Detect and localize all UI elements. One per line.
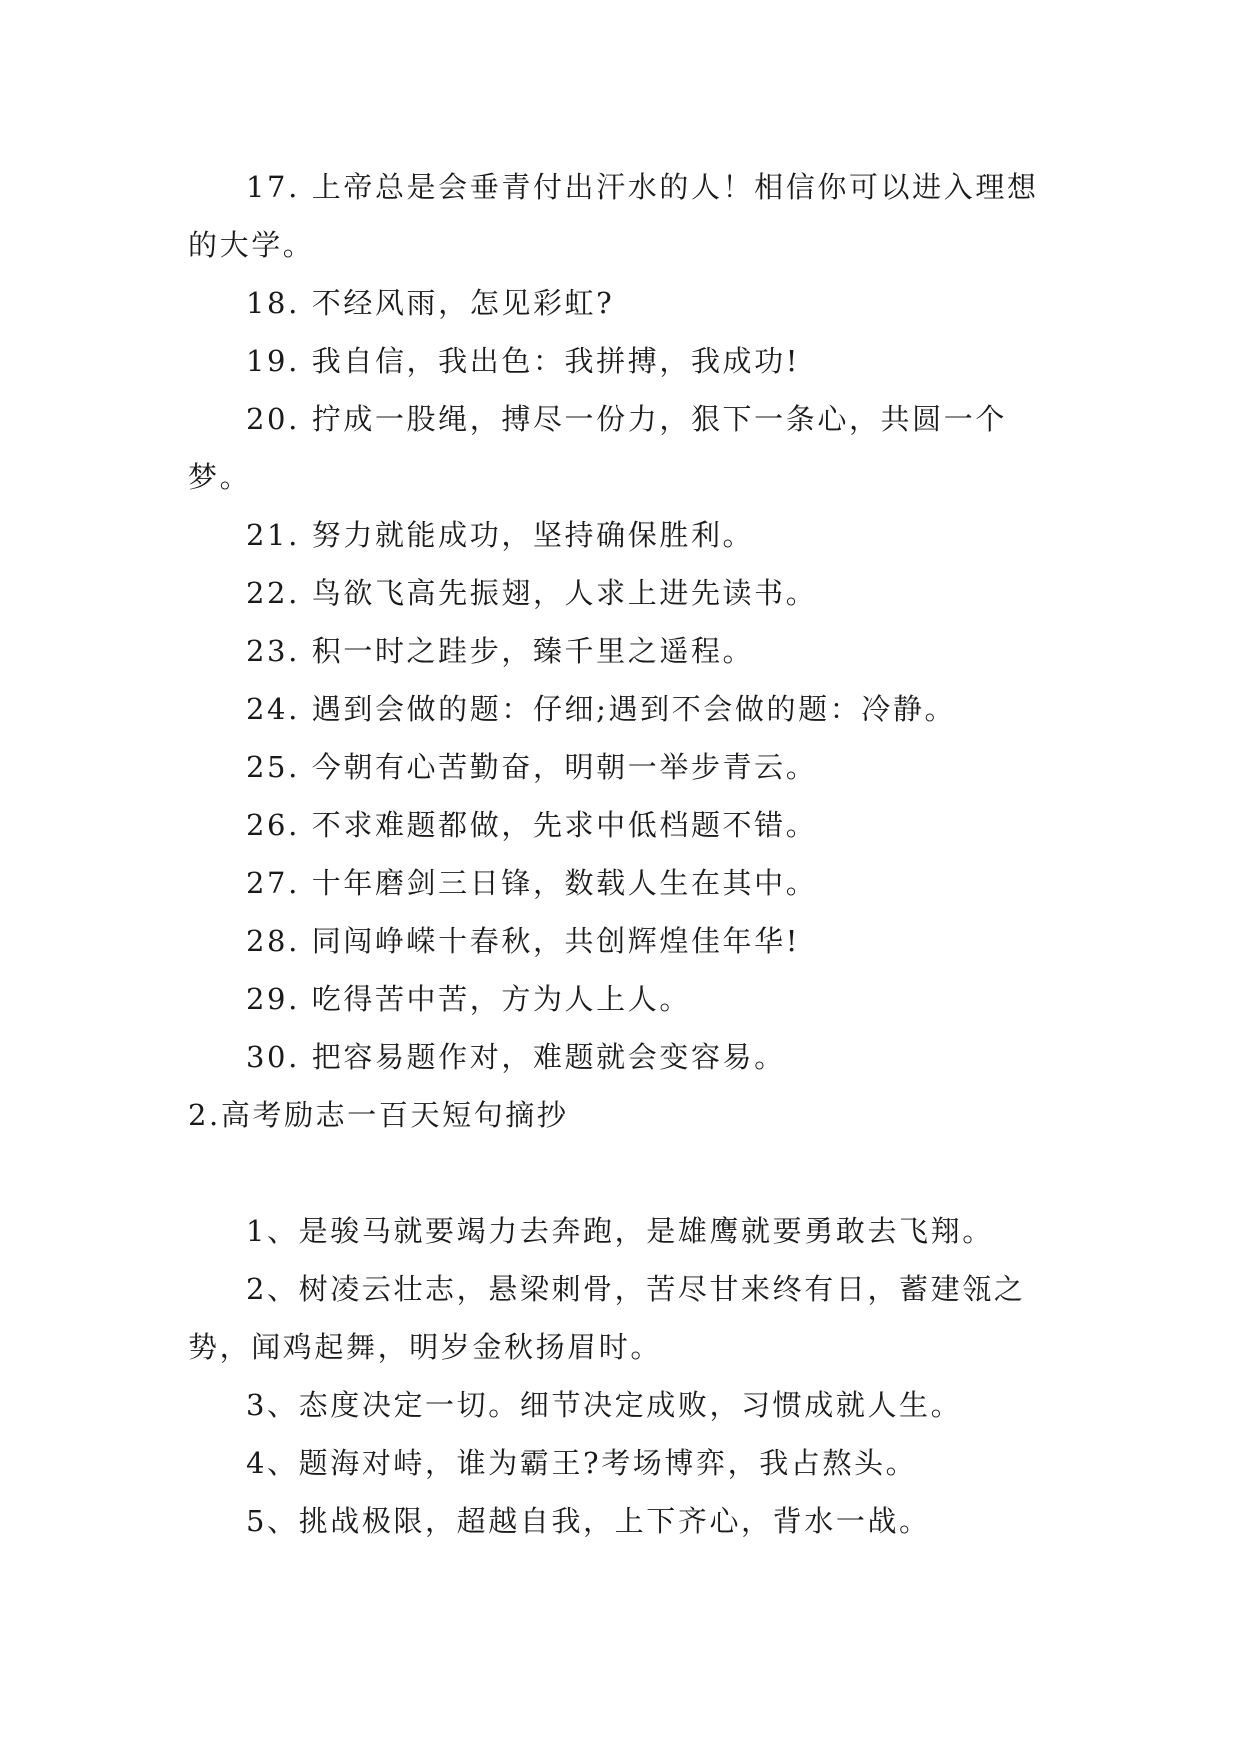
- quote-item-5: 5、挑战极限，超越自我，上下齐心，背水一战。: [246, 1504, 931, 1538]
- list-item-19: 19. 我自信，我出色：我拼搏，我成功!: [246, 344, 800, 378]
- list-item-18: 18. 不经风雨，怎见彩虹?: [246, 286, 615, 320]
- list-item-27: 27. 十年磨剑三日锋，数载人生在其中。: [246, 866, 818, 900]
- quote-item-2: 2、树凌云壮志，悬梁刺骨，苦尽甘来终有日，蓄建瓴之势，闻鸡起舞，明岁金秋扬眉时。: [188, 1272, 1026, 1364]
- document-body: [188, 158, 1054, 1550]
- quote-item-3: 3、态度决定一切。细节决定成败，习惯成就人生。: [246, 1388, 963, 1422]
- list-item-26: 26. 不求难题都做，先求中低档题不错。: [246, 808, 818, 842]
- list-item-25: 25. 今朝有心苦勤奋，明朝一举步青云。: [246, 750, 818, 784]
- list-item-22: 22. 鸟欲飞高先振翅，人求上进先读书。: [246, 576, 818, 610]
- list-item-21: 21. 努力就能成功，坚持确保胜利。: [246, 518, 755, 552]
- list-item-28: 28. 同闯峥嵘十春秋，共创辉煌佳年华!: [246, 924, 800, 958]
- spacer: [188, 1144, 1054, 1202]
- list-item-29: 29. 吃得苦中苦，方为人上人。: [246, 982, 691, 1016]
- list-item-17: 17. 上帝总是会垂青付出汗水的人！相信你可以进入理想的大学。: [188, 170, 1039, 262]
- list-item-24: 24. 遇到会做的题：仔细;遇到不会做的题：冷静。: [246, 692, 957, 726]
- list-item-20: 20. 拧成一股绳，搏尽一份力，狠下一条心，共圆一个梦。: [188, 402, 1007, 494]
- section-heading: 2.高考励志一百天短句摘抄: [188, 1098, 569, 1132]
- quote-item-1: 1、是骏马就要竭力去奔跑，是雄鹰就要勇敢去飞翔。: [246, 1214, 994, 1248]
- list-item-30: 30. 把容易题作对，难题就会变容易。: [246, 1040, 786, 1074]
- quote-item-4: 4、题海对峙，谁为霸王?考场博弈，我占熬头。: [246, 1446, 918, 1480]
- list-item-23: 23. 积一时之跬步，臻千里之遥程。: [246, 634, 755, 668]
